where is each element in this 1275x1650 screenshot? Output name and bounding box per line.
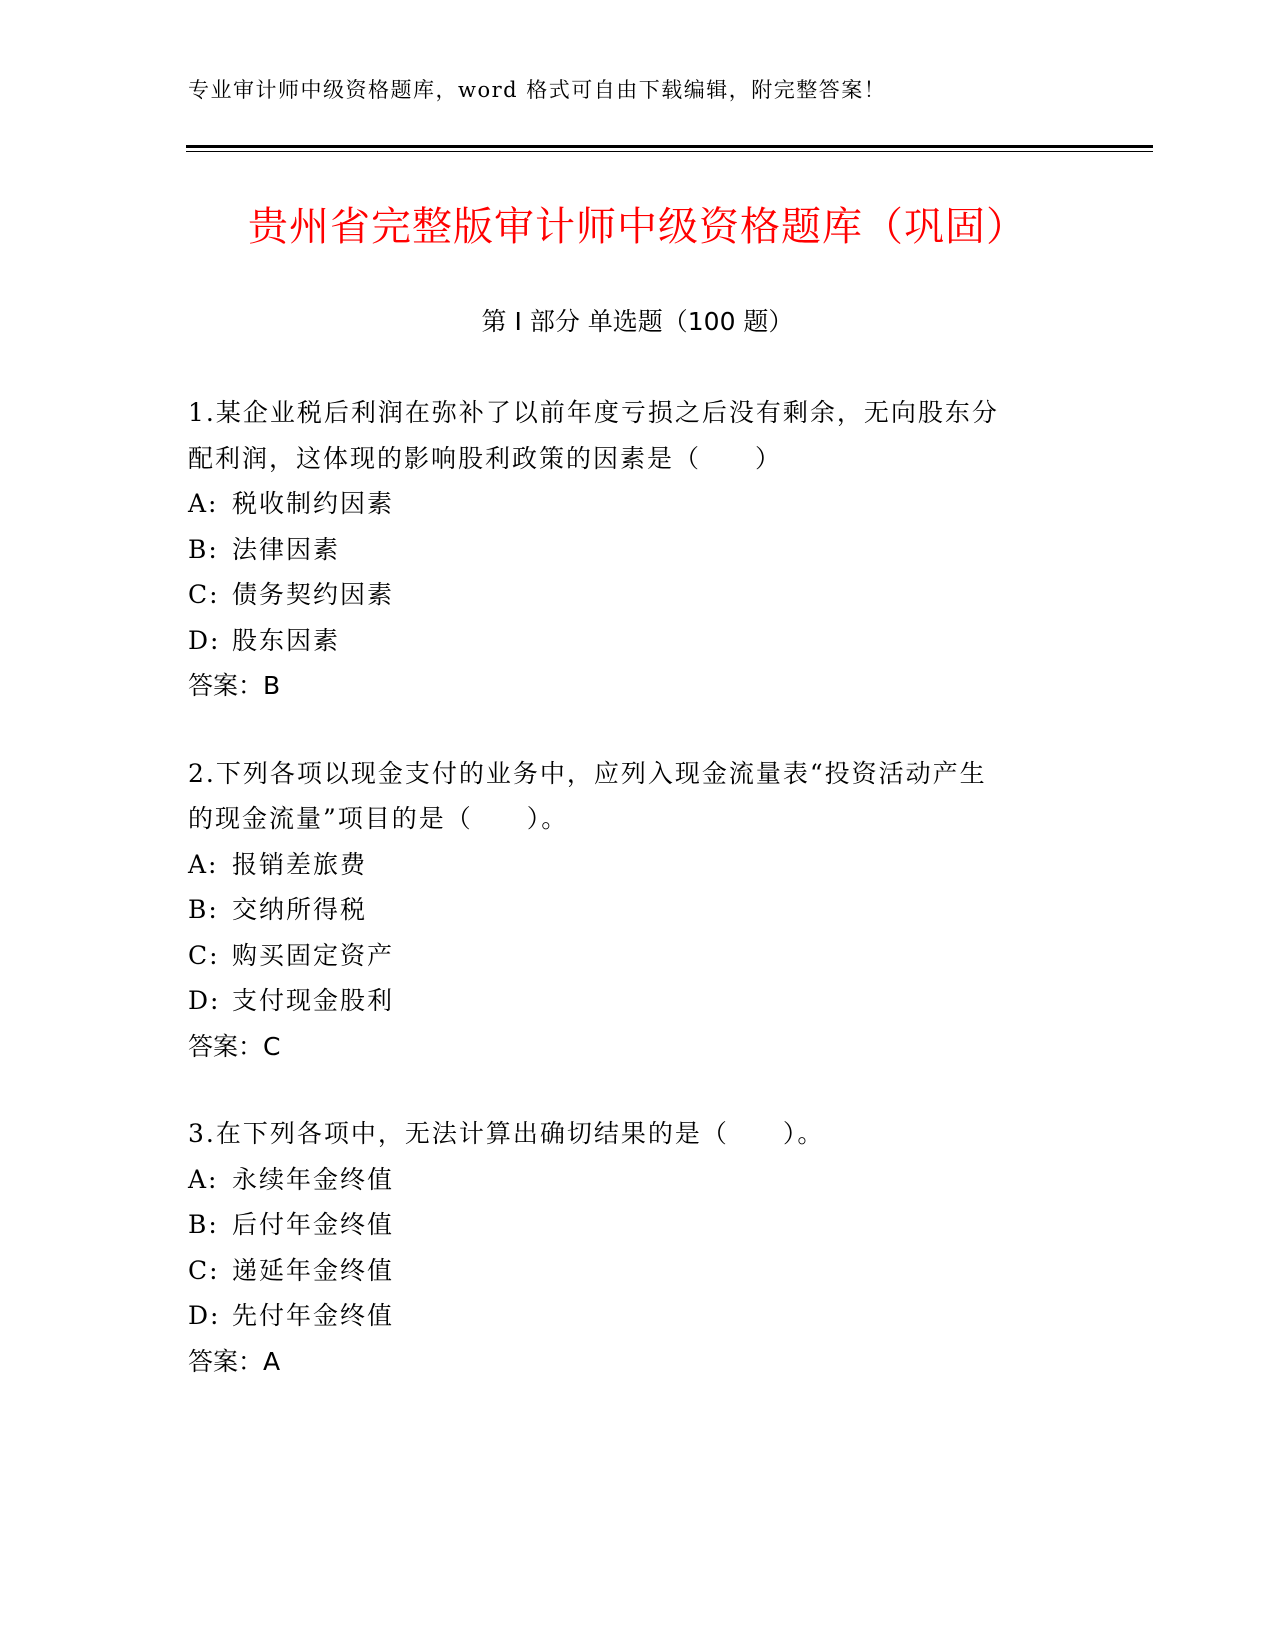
option-letter: B: xyxy=(188,895,219,924)
question-2-stem-line-2: 的现金流量”项目的是（ ）。 xyxy=(188,804,569,833)
question-2-option-c xyxy=(188,933,1068,979)
question-1-option-a xyxy=(188,481,1068,527)
question-1-option-b xyxy=(188,527,1068,573)
question-3-stem-line-1: 3.在下列各项中，无法计算出确切结果的是（ ）。 xyxy=(188,1119,825,1148)
option-letter: B: xyxy=(188,534,219,564)
question-3-option-c xyxy=(188,1248,1068,1294)
option-text: 递延年金终值 xyxy=(232,1255,395,1285)
question-3-option-a xyxy=(188,1157,1068,1203)
header-note: 专业审计师中级资格题库，word 格式可自由下载编辑，附完整答案！ xyxy=(188,78,887,102)
question-2-option-b xyxy=(188,887,1068,933)
header-rule-thick xyxy=(186,145,1153,148)
option-letter: A: xyxy=(188,1164,219,1194)
question-1-answer: 答案：B xyxy=(188,671,281,700)
option-text: 法律因素 xyxy=(232,534,341,564)
option-text: 永续年金终值 xyxy=(232,1164,395,1194)
question-3-option-d xyxy=(188,1293,1068,1339)
option-text: 股东因素 xyxy=(232,625,341,655)
option-letter: B: xyxy=(188,1210,219,1239)
option-letter: D: xyxy=(188,986,221,1015)
question-2-option-d xyxy=(188,978,1068,1024)
option-letter: A: xyxy=(188,849,219,879)
question-list xyxy=(188,390,1068,1426)
option-text: 支付现金股利 xyxy=(232,986,395,1015)
document-title: 贵州省完整版审计师中级资格题库（巩固） xyxy=(248,204,1027,250)
question-1 xyxy=(188,390,1068,709)
question-1-option-d xyxy=(188,618,1068,664)
question-1-stem-line-1: 1.某企业税后利润在弥补了以前年度亏损之后没有剩余，无向股东分 xyxy=(188,398,999,427)
question-3 xyxy=(188,1111,1068,1384)
section-title: 第 I 部分 单选题（100 题） xyxy=(481,307,794,336)
option-letter: D: xyxy=(188,625,221,655)
question-1-stem-line-2: 配利润，这体现的影响股利政策的因素是（ ） xyxy=(188,443,783,473)
question-2-option-a xyxy=(188,842,1068,888)
option-text: 购买固定资产 xyxy=(232,940,395,970)
question-1-option-c xyxy=(188,572,1068,618)
option-letter: D: xyxy=(188,1301,221,1330)
option-text: 债务契约因素 xyxy=(232,580,395,609)
question-2-answer: 答案：C xyxy=(188,1031,281,1061)
option-text: 税收制约因素 xyxy=(232,489,395,518)
option-text: 后付年金终值 xyxy=(232,1210,395,1239)
option-letter: C: xyxy=(188,940,220,970)
question-2-stem-line-1: 2.下列各项以现金支付的业务中，应列入现金流量表“投资活动产生 xyxy=(188,758,987,788)
option-text: 报销差旅费 xyxy=(232,849,368,879)
option-text: 先付年金终值 xyxy=(232,1301,395,1330)
question-3-answer: 答案：A xyxy=(188,1346,281,1376)
option-letter: C: xyxy=(188,1255,220,1285)
question-2 xyxy=(188,751,1068,1070)
header-rule-thin xyxy=(186,151,1153,152)
option-letter: A: xyxy=(188,489,219,518)
option-letter: C: xyxy=(188,580,220,609)
question-3-option-b xyxy=(188,1202,1068,1248)
option-text: 交纳所得税 xyxy=(232,895,368,924)
